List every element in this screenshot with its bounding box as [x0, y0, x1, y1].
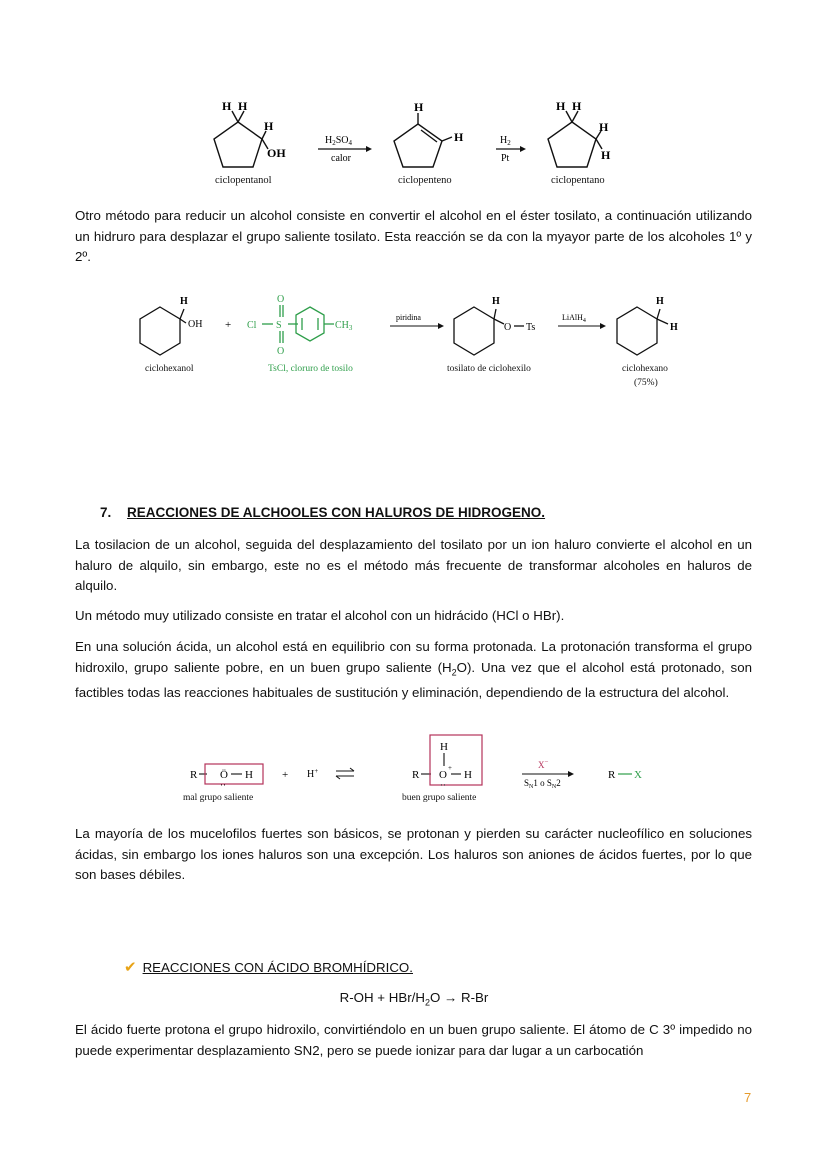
svg-text:LiAlH4: LiAlH$_4$ [562, 313, 586, 324]
tosyl-chloride-structure [262, 305, 334, 343]
svg-text:X: X [634, 769, 642, 781]
cyclohexanol-structure [140, 307, 186, 355]
svg-text:H: H [599, 120, 609, 134]
cyclohexyl-tosylate-structure [454, 307, 524, 355]
paragraph-tosylation-halide: La tosilacion de un alcohol, seguida del desplazamiento del tosilato por un ion haluro convierte el alcohol en un haluro de alquilo, sin embargo, este no es el método más frecuente de transformar alcoholes en haluros de alquilo. [75, 537, 752, 593]
svg-text:+: + [448, 764, 452, 772]
svg-text:H2SO4: $H_2SO_4$ [325, 135, 353, 147]
svg-text:R: R [608, 769, 616, 781]
svg-text:H: H [440, 741, 448, 753]
good-leaving-group-label: buen grupo saliente [402, 793, 477, 803]
tosyl-chloride-label: TsCl, cloruro de tosilo [268, 364, 353, 374]
svg-text:H: H [601, 148, 611, 162]
scheme-tosylation-reduction [130, 285, 700, 370]
cyclopentane-label: ciclopentano [551, 175, 605, 186]
svg-text:H: H [222, 99, 232, 113]
equation-hbr: R-OH + HBr/$H_2O \to R-Br$ [339, 990, 489, 1008]
svg-text:H: H [245, 769, 253, 781]
svg-text:H: H [556, 99, 566, 113]
svg-text:H: H [670, 322, 678, 333]
svg-text:CH3: $CH_3$ [335, 320, 353, 332]
section-number: 7. [100, 505, 112, 520]
svg-text:H: H [492, 296, 500, 307]
svg-text:O: O [504, 322, 512, 333]
svg-text:H: H [414, 100, 424, 114]
subsection-heading [124, 958, 413, 976]
svg-text:Ts: Ts [526, 322, 536, 333]
cyclopentane-structure [548, 111, 602, 167]
reagent2-bottom-label: Pt [501, 153, 510, 164]
cyclohexyl-tosylate-label: tosilato de ciclohexilo [447, 364, 531, 374]
cyclopentene-label: ciclopenteno [398, 175, 452, 186]
paragraph-acid-equilibrium: En una solución ácida, un alcohol está en equilibrio con su forma protonada. La protonación transforma el grupo hidroxilo, grupo saliente pobre, en un buen grupo saliente $(H_2O)$. Una vez que el alcohol está protonado, son factibles todas las reacciones habituales de sustitución y eliminación, dependiendo de la estructura del alcohol. [75, 639, 752, 700]
paragraph-tosylate-method: Otro método para reducir un alcohol consiste en convertir el alcohol en el éster tosilato, a continuación utilizando un hidruro para desplazar el grupo saliente tosilato. Esta reacción se da con la myayor parte de los alcoholes 1º y 2º. [75, 208, 752, 264]
paragraph-carbocation: El ácido fuerte protona el grupo hidroxilo, convirtiéndolo en un buen grupo saliente. El átomo de C 3º impedido no puede experimentar desplazamiento SN2, pero se puede ionizar para dar lugar a un carbocatión [75, 1022, 752, 1058]
poor-leaving-group-label: mal grupo saliente [183, 793, 254, 803]
svg-text:O: O [439, 769, 447, 781]
reagent1-bottom-label: calor [331, 153, 351, 164]
cyclopentanol-label: ciclopentanol [215, 175, 272, 186]
cyclopentanol-structure [214, 111, 268, 167]
svg-text:OH: OH [267, 146, 286, 160]
svg-text:Cl: Cl [247, 320, 257, 331]
svg-text:O: O [277, 346, 285, 357]
svg-text:H: H [264, 119, 274, 133]
check-mark-icon: ✔ [124, 959, 137, 976]
section-heading [100, 505, 545, 520]
svg-text:SN1 o SN2: $S_N1$ o $S_N2$ [524, 778, 561, 790]
cyclohexanol-label: ciclohexanol [145, 364, 194, 374]
svg-text:H: H [454, 130, 464, 144]
svg-text:+: + [225, 319, 232, 331]
svg-text:Ö: Ö [220, 769, 228, 781]
svg-text:··: ·· [440, 780, 446, 790]
svg-text:··: ·· [220, 780, 226, 790]
svg-text:H: H [464, 769, 472, 781]
svg-text:H: H [238, 99, 248, 113]
cyclohexane-label: ciclohexano [622, 364, 668, 374]
svg-text:R: R [412, 769, 420, 781]
svg-text:H2: $H_2$ [500, 135, 511, 147]
yield-label: (75%) [634, 378, 658, 388]
svg-text:S: S [276, 320, 282, 331]
svg-text:+: + [282, 769, 289, 781]
reagent-pyridine-label: piridina [396, 313, 421, 322]
subsection-title: REACCIONES CON ÁCIDO BROMHÍDRICO. [142, 960, 413, 975]
cyclohexane-structure [617, 307, 668, 355]
paragraph-hydracid-method: Un método muy utilizado consiste en tratar el alcohol con un hidrácido (HCl o HBr). [75, 608, 565, 623]
page-number: 7 [744, 1090, 752, 1105]
svg-text:H+: H+ [307, 767, 319, 780]
svg-text:O: O [277, 294, 285, 305]
section-title: REACCIONES DE ALCHOOLES CON HALUROS DE HIDROGENO. [127, 505, 546, 520]
svg-text:OH: OH [188, 319, 203, 330]
svg-text:H: H [572, 99, 582, 113]
svg-text:R: R [190, 769, 198, 781]
paragraph-nucleophiles: La mayoría de los mucelofilos fuertes son básicos, se protonan y pierden su carácter nucleofílico en soluciones ácidas, sin embargo los iones haluros son una excepción. Los haluros son aniones de ácidos fuertes, por lo que son bases débiles. [75, 826, 752, 882]
cyclopentene-structure [394, 113, 452, 167]
svg-text:H: H [656, 296, 664, 307]
svg-text:X−: X− [538, 758, 549, 770]
svg-text:H: H [180, 296, 188, 307]
